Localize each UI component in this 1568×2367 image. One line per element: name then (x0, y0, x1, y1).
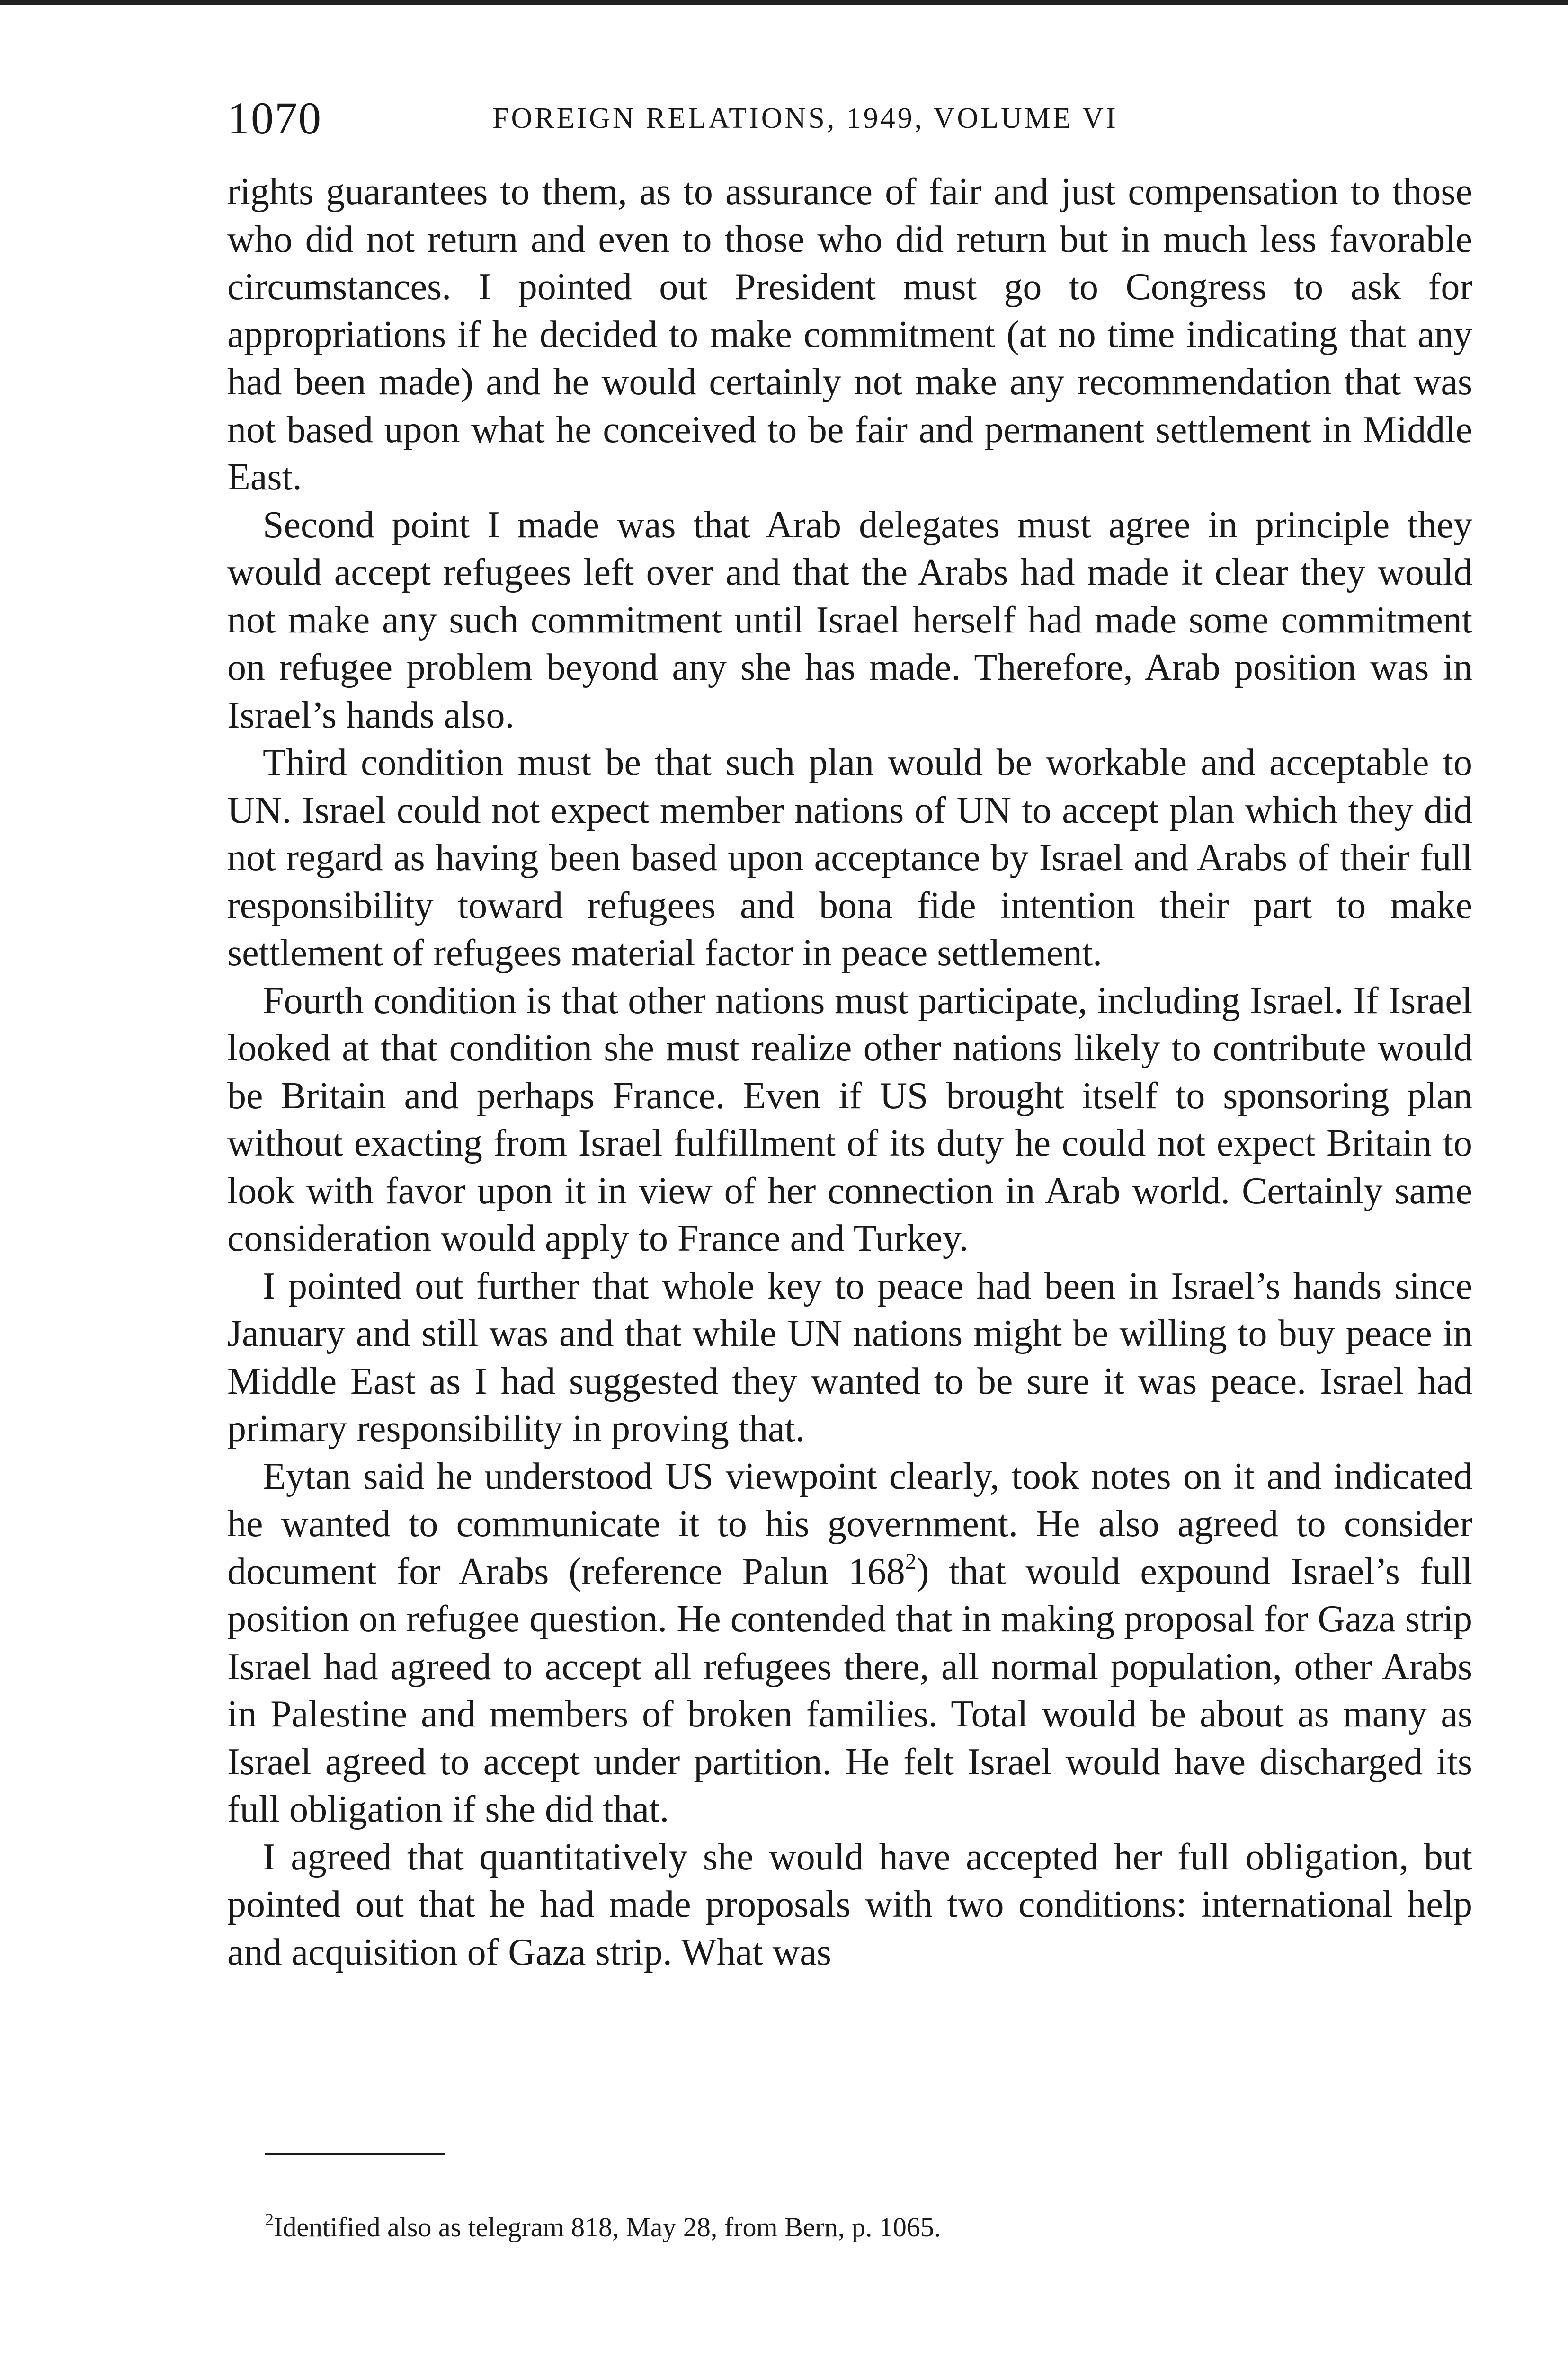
page-number: 1070 (227, 93, 322, 143)
top-border (0, 0, 1568, 5)
paragraph-agreed: I agreed that quantitatively she would have accepted her full obligation, but pointed out that he had made proposals with two conditions: international help and acquisition of Gaza strip. What was (227, 1836, 1472, 1973)
paragraph-key-to-peace: I pointed out further that whole key to peace had been in Israel’s hands since January and still was and that while UN nations might be willing to buy peace in Middle East as I had suggested they wanted to be sure it was peace. Israel had primary responsibility in proving that. (227, 1265, 1472, 1450)
running-title: FOREIGN RELATIONS, 1949, VOLUME VI (492, 102, 1118, 134)
paragraph-continued: rights guarantees to them, as to assurance of fair and just compensation to those who did not return and even to those who did return but in much less favorable circumstances. I pointed out President must go to Congress to ask for appropriations if he decided to make commitment (at no time indicating that any had been made) and he would certainly not make any recommendation that was not based upon what he conceived to be fair and permanent settlement in Middle East. (227, 171, 1472, 498)
footnote-divider (265, 2153, 445, 2155)
running-head (227, 92, 1472, 144)
footnote (265, 2208, 1472, 2246)
paragraph-eytan (227, 1453, 1472, 1833)
footnote-text: Identified also as telegram 818, May 28, from Bern, p. 1065. (274, 2212, 941, 2242)
body-text (227, 168, 1472, 1976)
footnote-reference: 2 (905, 1548, 917, 1574)
paragraph-third-condition: Third condition must be that such plan would be workable and acceptable to UN. Israel could not expect member nations of UN to accept plan which they did not regard as having been based upon acceptance by Israel and Arabs of their full responsibility toward refugees and bona fide intention their part to make settlement of refugees material factor in peace settlement. (227, 742, 1472, 974)
paragraph-eytan-text-after: ) that would expound Israel’s full position on refugee question. He contended that in making proposal for Gaza strip Israel had agreed to accept all refugees there, all normal population, other Arabs in Palestine and members of broken families. Total would be about as many as Israel agreed to accept under partition. He felt Israel would have discharged its full obligation if she did that. (227, 1550, 1472, 1830)
paragraph-eytan-text-before: Eytan said he understood US viewpoint clearly, took notes on it and indicated he wanted to communicate it to his government. He also agreed to consider document for Arabs (reference Palun 168 (227, 1455, 1472, 1593)
paragraph-second-point: Second point I made was that Arab delegates must agree in principle they would accept refugees left over and that the Arabs had made it clear they would not make any such commitment until Israel herself had made some commitment on refugee problem beyond any she has made. Therefore, Arab position was in Israel’s hands also. (227, 504, 1472, 736)
paragraph-fourth-condition: Fourth condition is that other nations must participate, including Israel. If Israel looked at that condition she must realize other nations likely to contribute would be Britain and perhaps France. Even if US brought itself to sponsoring plan without exacting from Israel fulfillment of its duty he could not expect Britain to look with favor upon it in view of her connection in Arab world. Certainly same consideration would apply to France and Turkey. (227, 979, 1472, 1259)
footnote-mark: 2 (265, 2210, 274, 2229)
